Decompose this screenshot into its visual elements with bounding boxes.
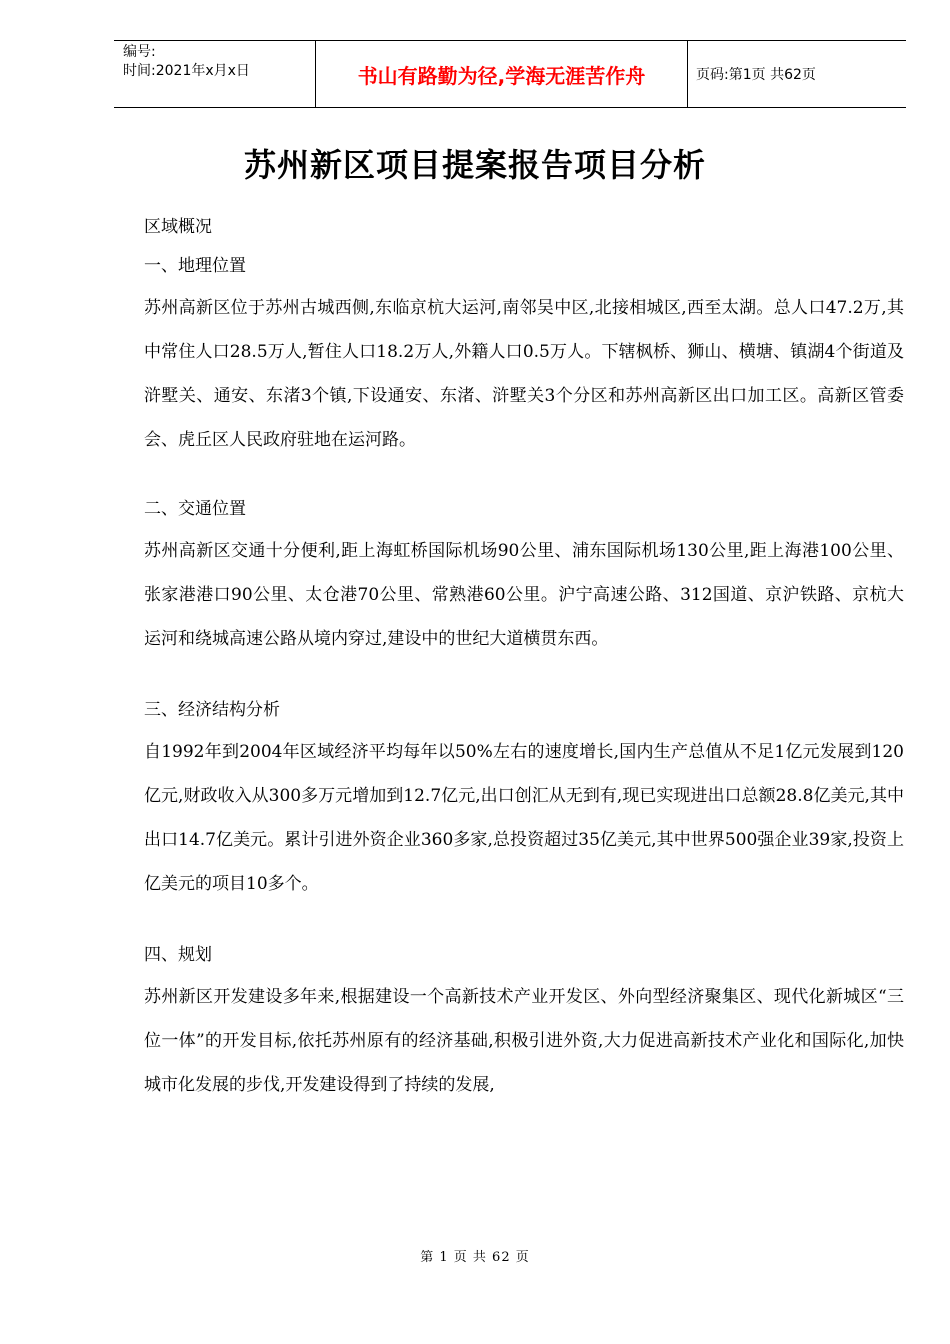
number-label: 编号: bbox=[123, 44, 156, 60]
heading-planning: 四、规划 bbox=[144, 945, 212, 965]
time-label: 时间:2021年x月x日 bbox=[123, 63, 250, 79]
paragraph-planning: 苏州新区开发建设多年来,根据建设一个高新技术产业开发区、外向型经济聚集区、现代化新城区“三位一体”的开发目标,依托苏州原有的经济基础,积极引进外资,大力促进高新技术产业化和国际化,加快城市化发展的步伐,开发建设得到了持续的发展, bbox=[144, 987, 904, 1095]
document-title: 苏州新区项目提案报告项目分析 bbox=[243, 146, 706, 184]
header-meta bbox=[114, 41, 316, 107]
paragraph-geography: 苏州高新区位于苏州古城西侧,东临京杭大运河,南邻吴中区,北接相城区,西至太湖。总人口47.2万,其中常住人口28.5万人,暂住人口18.2万人,外籍人口0.5万人。下辖枫桥、狮山、横塘、镇湖4个街道及浒墅关、通安、东渚3个镇,下设通安、东渚、浒墅关3个分区和苏州高新区出口加工区。高新区管委会、虎丘区人民政府驻地在运河路。 bbox=[144, 298, 904, 450]
header-page-info: 页码:第1页 共62页 bbox=[696, 67, 816, 83]
paragraph-economy: 自1992年到2004年区域经济平均每年以50%左右的速度增长,国内生产总值从不足1亿元发展到120亿元,财政收入从300多万元增加到12.7亿元,出口创汇从无到有,现已实现进出口总额28.8亿美元,其中出口14.7亿美元。累计引进外资企业360多家,总投资超过35亿美元,其中世界500强企业39家,投资上亿美元的项目10多个。 bbox=[144, 742, 904, 894]
heading-economy: 三、经济结构分析 bbox=[144, 700, 280, 720]
paragraph-traffic: 苏州高新区交通十分便利,距上海虹桥国际机场90公里、浦东国际机场130公里,距上海港100公里、张家港港口90公里、太仓港70公里、常熟港60公里。沪宁高速公路、312国道、京沪铁路、京杭大运河和绕城高速公路从境内穿过,建设中的世纪大道横贯东西。 bbox=[144, 541, 904, 649]
heading-traffic: 二、交通位置 bbox=[144, 499, 246, 519]
header-motto: 书山有路勤为径,学海无涯苦作舟 bbox=[316, 41, 688, 107]
section-overview: 区域概况 bbox=[144, 217, 212, 237]
heading-geography: 一、地理位置 bbox=[144, 256, 246, 276]
document-body bbox=[144, 208, 904, 1107]
page-footer: 第 1 页 共 62 页 bbox=[420, 1250, 530, 1265]
page-header bbox=[114, 40, 906, 108]
